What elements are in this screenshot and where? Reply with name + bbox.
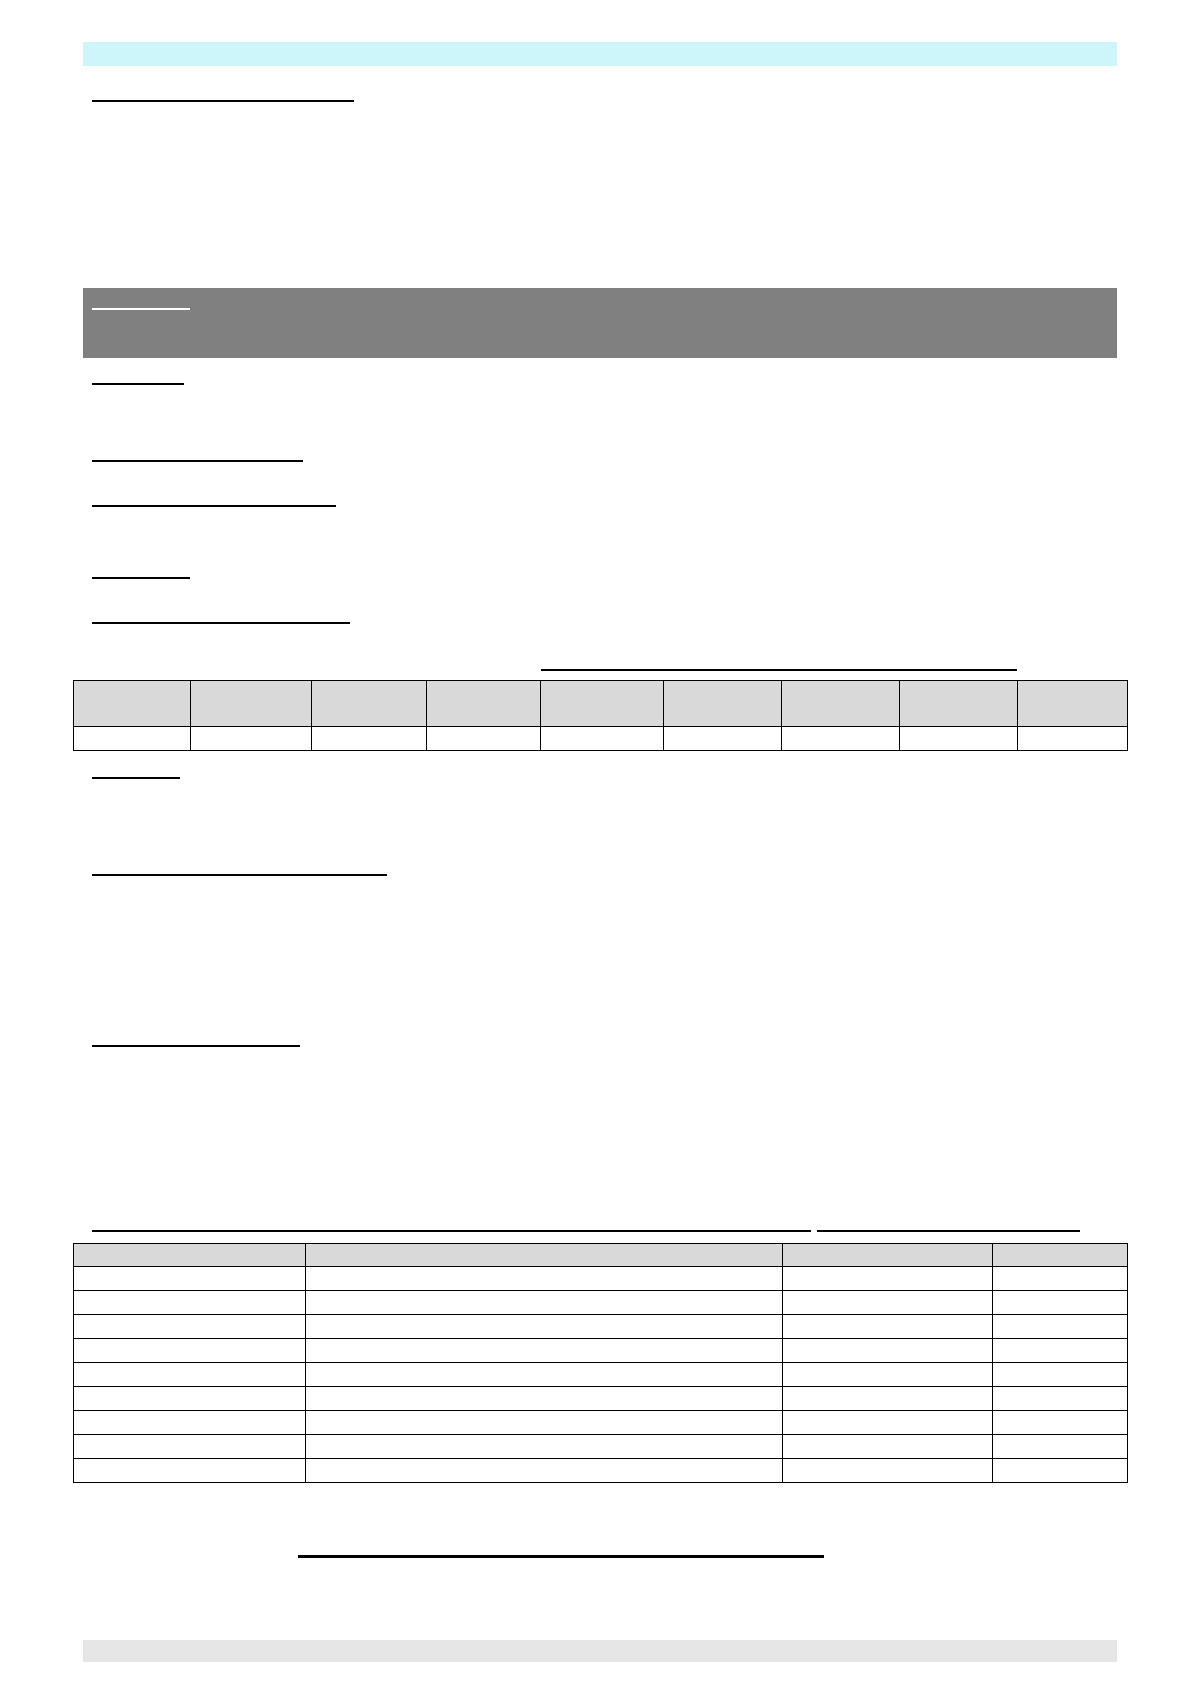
table-cell [783,1411,993,1435]
table-two-header-cell [74,1244,306,1267]
table-one-cell [312,727,427,751]
table-cell [783,1315,993,1339]
table-one-header-cell [1018,681,1128,727]
table-one-header-cell [664,681,782,727]
table-cell [993,1339,1128,1363]
table-cell [993,1291,1128,1315]
table-one-cell [1018,727,1128,751]
table-two-caption-underline-a [92,1230,811,1232]
table-cell [74,1363,306,1387]
table-cell [783,1267,993,1291]
table-row [74,1387,1128,1411]
table-row [74,1339,1128,1363]
table-two-header-cell [306,1244,783,1267]
table-cell [993,1435,1128,1459]
table-one-cell [900,727,1018,751]
heading-underline-4 [92,505,336,507]
table-cell [74,1387,306,1411]
table-cell [306,1267,783,1291]
table-one-header-cell [191,681,312,727]
table-cell [306,1291,783,1315]
heading-underline-7 [92,777,180,779]
table-cell [74,1435,306,1459]
table-one-header-row [74,681,1128,727]
heading-underline-3 [92,460,303,462]
table-two-header-cell [993,1244,1128,1267]
table-cell [306,1339,783,1363]
table-cell [783,1339,993,1363]
heading-underline-1 [92,100,354,102]
table-cell [306,1411,783,1435]
table-cell [306,1315,783,1339]
table-cell [74,1459,306,1483]
table-cell [993,1411,1128,1435]
table-cell [993,1363,1128,1387]
table-cell [306,1459,783,1483]
table-one-cell [782,727,900,751]
table-cell [74,1411,306,1435]
table-row [74,1411,1128,1435]
table-one-header-cell [900,681,1018,727]
table-cell [74,1315,306,1339]
table-cell [993,1315,1128,1339]
table-one-cell [541,727,664,751]
table-one-header-cell [312,681,427,727]
table-one-cell [427,727,541,751]
heading-underline-5 [92,577,190,579]
table-row [74,1459,1128,1483]
table-cell [306,1387,783,1411]
table-one-header-cell [541,681,664,727]
table-row [74,1363,1128,1387]
section-header-band [83,288,1117,358]
table-cell [993,1267,1128,1291]
header-band [83,42,1117,66]
table-cell [993,1387,1128,1411]
table-cell [74,1291,306,1315]
footer-band [83,1640,1117,1662]
table-one [73,680,1128,751]
table-one-caption-underline [541,669,1017,671]
table-cell [306,1363,783,1387]
section-header-underline [92,308,190,310]
table-cell [783,1387,993,1411]
heading-underline-2 [92,383,184,385]
signature-line [298,1555,824,1558]
table-row [74,1315,1128,1339]
table-two-header-cell [783,1244,993,1267]
table-two [73,1243,1128,1483]
table-one-header-cell [782,681,900,727]
table-one-cell [74,727,191,751]
heading-underline-6 [92,622,350,624]
table-two-header-row [74,1244,1128,1267]
table-cell [74,1267,306,1291]
table-cell [783,1435,993,1459]
heading-underline-8 [92,874,387,876]
table-one-cell [191,727,312,751]
table-row [74,1435,1128,1459]
table-one-header-cell [427,681,541,727]
table-two-caption-underline-b [817,1230,1080,1232]
table-row [74,1267,1128,1291]
table-cell [74,1339,306,1363]
table-cell [306,1435,783,1459]
table-cell [993,1459,1128,1483]
table-row [74,1291,1128,1315]
table-cell [783,1459,993,1483]
table-one-data-row [74,727,1128,751]
table-cell [783,1363,993,1387]
table-cell [783,1291,993,1315]
table-one-cell [664,727,782,751]
table-one-header-cell [74,681,191,727]
heading-underline-9 [92,1045,300,1047]
